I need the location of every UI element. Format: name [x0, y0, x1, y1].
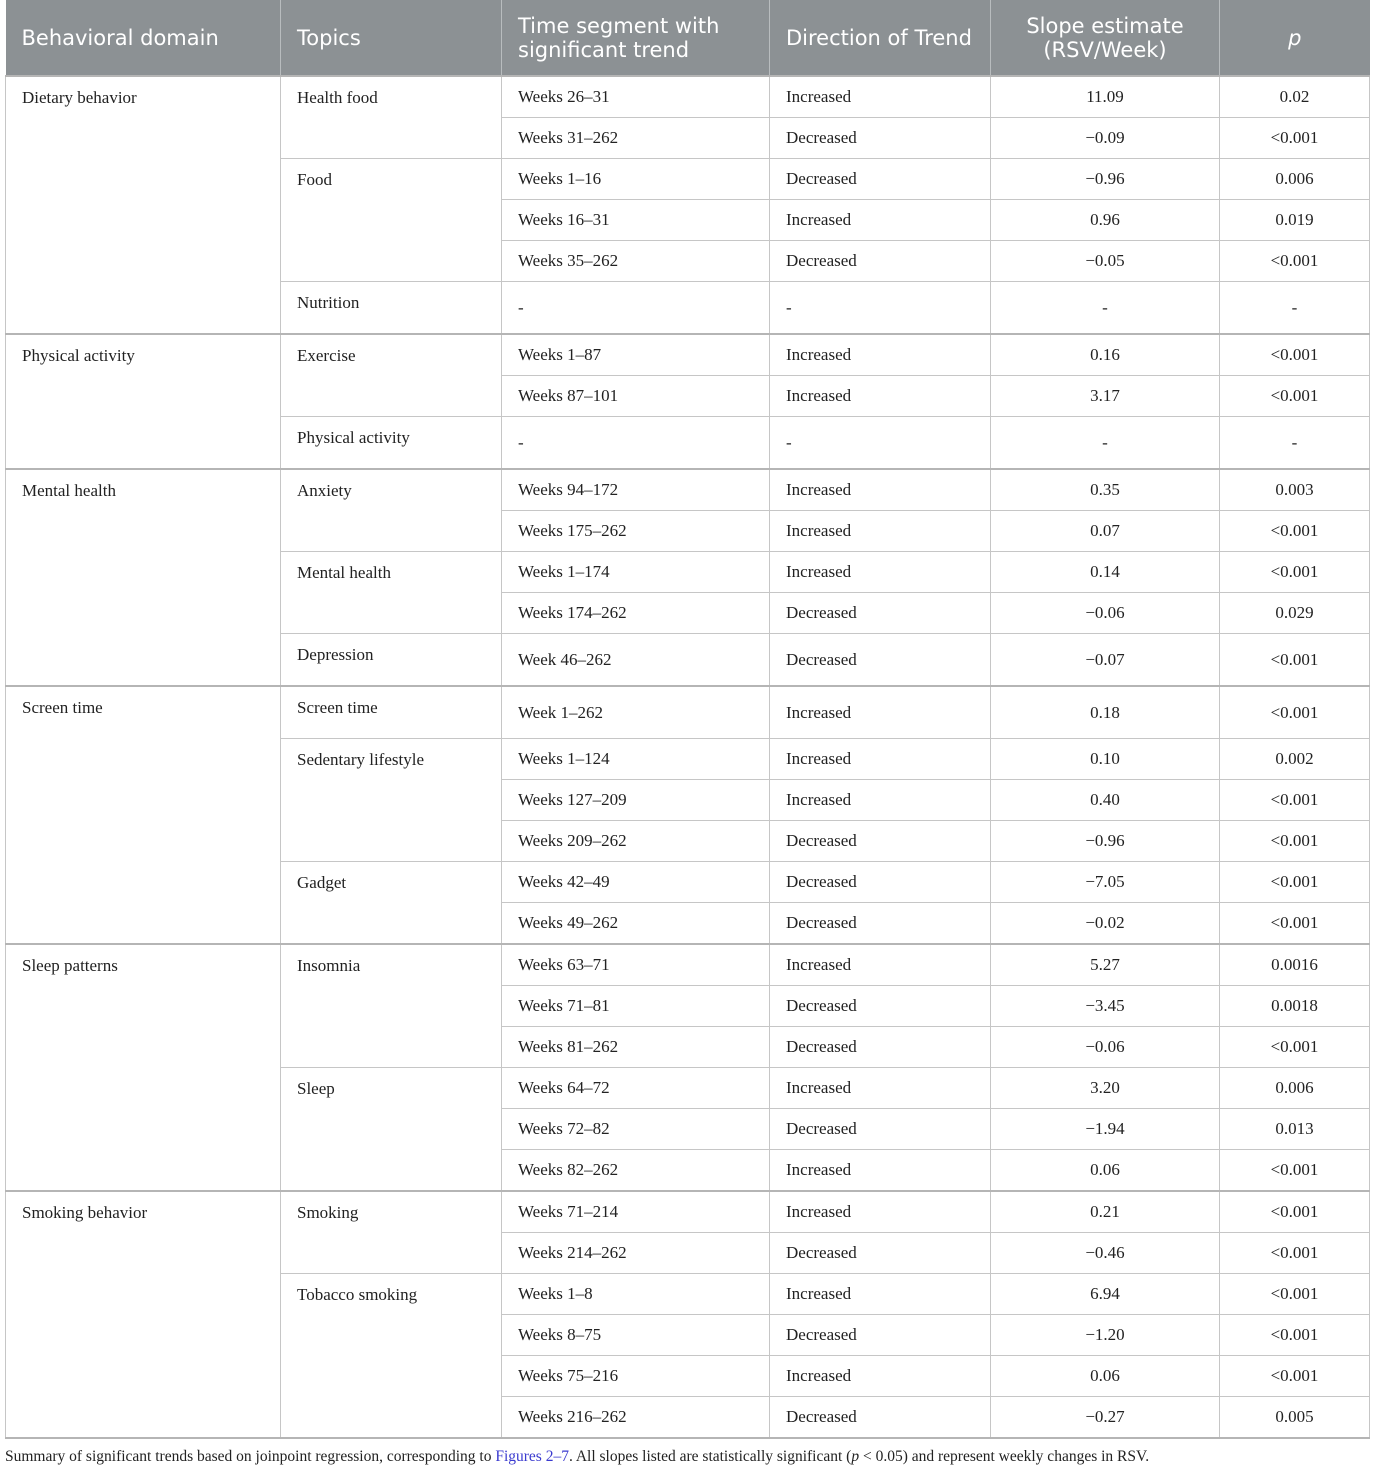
time-segment-cell: Week 1–262 — [502, 686, 770, 739]
slope-cell: −0.06 — [991, 593, 1220, 634]
slope-cell: 0.06 — [991, 1356, 1220, 1397]
slope-cell: −1.94 — [991, 1109, 1220, 1150]
p-value-cell: 0.013 — [1220, 1109, 1370, 1150]
time-segment-cell: Weeks 1–174 — [502, 552, 770, 593]
p-value-cell: <0.001 — [1220, 241, 1370, 282]
time-segment-cell: Weeks 81–262 — [502, 1027, 770, 1068]
slope-cell: −0.05 — [991, 241, 1220, 282]
p-value-cell: <0.001 — [1220, 862, 1370, 903]
direction-cell: Decreased — [770, 1315, 991, 1356]
direction-cell: Increased — [770, 1274, 991, 1315]
topic-cell: Gadget — [281, 862, 502, 945]
topic-cell: Sleep — [281, 1068, 502, 1192]
direction-cell: Increased — [770, 1191, 991, 1233]
direction-cell: Decreased — [770, 1027, 991, 1068]
results-table-container — [5, 0, 1369, 1467]
topic-cell: Nutrition — [281, 282, 502, 335]
direction-cell: Increased — [770, 76, 991, 118]
header-row — [6, 0, 1370, 76]
header-direction: Direction of Trend — [770, 0, 991, 76]
time-segment-cell: Weeks 35–262 — [502, 241, 770, 282]
slope-cell: −0.96 — [991, 821, 1220, 862]
direction-cell: Increased — [770, 511, 991, 552]
direction-cell: - — [770, 417, 991, 470]
time-segment-cell: Weeks 175–262 — [502, 511, 770, 552]
time-segment-cell: Weeks 31–262 — [502, 118, 770, 159]
slope-cell: −0.02 — [991, 903, 1220, 945]
domain-cell: Mental health — [6, 469, 281, 686]
p-value-cell: <0.001 — [1220, 634, 1370, 687]
p-value-cell: <0.001 — [1220, 780, 1370, 821]
slope-cell: −0.96 — [991, 159, 1220, 200]
domain-cell: Sleep patterns — [6, 944, 281, 1191]
p-value-cell: 0.0016 — [1220, 944, 1370, 986]
slope-cell: 11.09 — [991, 76, 1220, 118]
caption-text: . All slopes listed are statistically significant ( — [568, 1448, 852, 1465]
p-value-cell: 0.029 — [1220, 593, 1370, 634]
p-value-cell: 0.0018 — [1220, 986, 1370, 1027]
p-value-cell: 0.002 — [1220, 739, 1370, 780]
time-segment-cell: Weeks 8–75 — [502, 1315, 770, 1356]
slope-cell: −0.07 — [991, 634, 1220, 687]
p-value-cell: 0.02 — [1220, 76, 1370, 118]
slope-cell: −1.20 — [991, 1315, 1220, 1356]
direction-cell: Decreased — [770, 118, 991, 159]
domain-cell: Dietary behavior — [6, 76, 281, 334]
topic-cell: Physical activity — [281, 417, 502, 470]
direction-cell: Decreased — [770, 862, 991, 903]
topic-cell: Smoking — [281, 1191, 502, 1274]
time-segment-cell: Weeks 26–31 — [502, 76, 770, 118]
p-value-cell: <0.001 — [1220, 376, 1370, 417]
table-row — [6, 1191, 1370, 1233]
time-segment-cell: Week 46–262 — [502, 634, 770, 687]
p-value-cell: <0.001 — [1220, 1233, 1370, 1274]
direction-cell: Increased — [770, 1356, 991, 1397]
direction-cell: Decreased — [770, 821, 991, 862]
direction-cell: Increased — [770, 1150, 991, 1192]
slope-cell: −7.05 — [991, 862, 1220, 903]
table-row — [6, 469, 1370, 511]
p-value-cell: <0.001 — [1220, 1191, 1370, 1233]
time-segment-cell: Weeks 1–8 — [502, 1274, 770, 1315]
p-value-cell: <0.001 — [1220, 686, 1370, 739]
time-segment-cell: Weeks 75–216 — [502, 1356, 770, 1397]
p-value-cell: <0.001 — [1220, 511, 1370, 552]
slope-cell: −0.46 — [991, 1233, 1220, 1274]
slope-cell: 6.94 — [991, 1274, 1220, 1315]
slope-cell: −0.27 — [991, 1397, 1220, 1439]
topic-cell: Tobacco smoking — [281, 1274, 502, 1439]
p-value-cell: <0.001 — [1220, 334, 1370, 376]
header-time-segment: Time segment with significant trend — [502, 0, 770, 76]
slope-cell: - — [991, 282, 1220, 335]
slope-cell: - — [991, 417, 1220, 470]
direction-cell: Decreased — [770, 634, 991, 687]
direction-cell: Increased — [770, 780, 991, 821]
p-value-cell: <0.001 — [1220, 1356, 1370, 1397]
direction-cell: - — [770, 282, 991, 335]
slope-cell: −3.45 — [991, 986, 1220, 1027]
caption-p: p — [851, 1448, 860, 1465]
time-segment-cell: Weeks 82–262 — [502, 1150, 770, 1192]
direction-cell: Increased — [770, 469, 991, 511]
p-value-cell: - — [1220, 282, 1370, 335]
time-segment-cell: - — [502, 282, 770, 335]
table-row — [6, 944, 1370, 986]
p-value-cell: <0.001 — [1220, 118, 1370, 159]
table-row — [6, 334, 1370, 376]
topic-cell: Anxiety — [281, 469, 502, 552]
header-slope: Slope estimate (RSV/Week) — [991, 0, 1220, 76]
time-segment-cell: Weeks 49–262 — [502, 903, 770, 945]
p-value-cell: 0.003 — [1220, 469, 1370, 511]
table-caption — [5, 1447, 1369, 1467]
topic-cell: Food — [281, 159, 502, 282]
slope-cell: 0.16 — [991, 334, 1220, 376]
time-segment-cell: Weeks 71–214 — [502, 1191, 770, 1233]
time-segment-cell: Weeks 87–101 — [502, 376, 770, 417]
p-value-cell: 0.006 — [1220, 1068, 1370, 1109]
table-row — [6, 76, 1370, 118]
trend-summary-table — [5, 0, 1370, 1439]
time-segment-cell: Weeks 1–16 — [502, 159, 770, 200]
p-value-cell: - — [1220, 417, 1370, 470]
topic-cell: Mental health — [281, 552, 502, 634]
slope-cell: 3.20 — [991, 1068, 1220, 1109]
direction-cell: Increased — [770, 739, 991, 780]
domain-cell: Physical activity — [6, 334, 281, 469]
topic-cell: Sedentary lifestyle — [281, 739, 502, 862]
direction-cell: Increased — [770, 552, 991, 593]
direction-cell: Increased — [770, 944, 991, 986]
time-segment-cell: Weeks 216–262 — [502, 1397, 770, 1439]
slope-cell: 0.07 — [991, 511, 1220, 552]
caption-text: Summary of significant trends based on joinpoint regression, corresponding to — [5, 1448, 496, 1465]
slope-cell: 0.35 — [991, 469, 1220, 511]
time-segment-cell: Weeks 1–87 — [502, 334, 770, 376]
direction-cell: Increased — [770, 1068, 991, 1109]
direction-cell: Decreased — [770, 1109, 991, 1150]
time-segment-cell: Weeks 42–49 — [502, 862, 770, 903]
slope-cell: 0.40 — [991, 780, 1220, 821]
topic-cell: Depression — [281, 634, 502, 687]
time-segment-cell: Weeks 174–262 — [502, 593, 770, 634]
p-value-cell: <0.001 — [1220, 1027, 1370, 1068]
direction-cell: Increased — [770, 376, 991, 417]
time-segment-cell: Weeks 127–209 — [502, 780, 770, 821]
slope-cell: 0.96 — [991, 200, 1220, 241]
direction-cell: Decreased — [770, 1397, 991, 1439]
time-segment-cell: Weeks 72–82 — [502, 1109, 770, 1150]
p-value-cell: 0.005 — [1220, 1397, 1370, 1439]
direction-cell: Decreased — [770, 1233, 991, 1274]
p-value-cell: <0.001 — [1220, 552, 1370, 593]
p-value-cell: <0.001 — [1220, 903, 1370, 945]
p-value-cell: 0.019 — [1220, 200, 1370, 241]
header-topics: Topics — [281, 0, 502, 76]
topic-cell: Insomnia — [281, 944, 502, 1068]
slope-cell: 0.06 — [991, 1150, 1220, 1192]
table-body — [6, 76, 1370, 1438]
direction-cell: Decreased — [770, 159, 991, 200]
slope-cell: 3.17 — [991, 376, 1220, 417]
time-segment-cell: Weeks 1–124 — [502, 739, 770, 780]
time-segment-cell: Weeks 71–81 — [502, 986, 770, 1027]
direction-cell: Decreased — [770, 241, 991, 282]
time-segment-cell: Weeks 16–31 — [502, 200, 770, 241]
caption-text: < 0.05) and represent weekly changes in RSV. — [859, 1448, 1150, 1465]
direction-cell: Decreased — [770, 903, 991, 945]
direction-cell: Decreased — [770, 593, 991, 634]
slope-cell: 0.10 — [991, 739, 1220, 780]
time-segment-cell: - — [502, 417, 770, 470]
time-segment-cell: Weeks 94–172 — [502, 469, 770, 511]
slope-cell: 0.14 — [991, 552, 1220, 593]
direction-cell: Decreased — [770, 986, 991, 1027]
p-value-cell: <0.001 — [1220, 1150, 1370, 1192]
domain-cell: Smoking behavior — [6, 1191, 281, 1438]
p-value-cell: <0.001 — [1220, 1315, 1370, 1356]
header-domain: Behavioral domain — [6, 0, 281, 76]
header-p: p — [1220, 0, 1370, 76]
direction-cell: Increased — [770, 686, 991, 739]
table-row — [6, 686, 1370, 739]
slope-cell: −0.06 — [991, 1027, 1220, 1068]
topic-cell: Health food — [281, 76, 502, 159]
slope-cell: 0.21 — [991, 1191, 1220, 1233]
slope-cell: 5.27 — [991, 944, 1220, 986]
p-value-cell: <0.001 — [1220, 1274, 1370, 1315]
time-segment-cell: Weeks 64–72 — [502, 1068, 770, 1109]
time-segment-cell: Weeks 63–71 — [502, 944, 770, 986]
topic-cell: Exercise — [281, 334, 502, 417]
slope-cell: −0.09 — [991, 118, 1220, 159]
figures-link[interactable]: Figures 2–7 — [495, 1448, 569, 1465]
p-value-cell: 0.006 — [1220, 159, 1370, 200]
domain-cell: Screen time — [6, 686, 281, 944]
time-segment-cell: Weeks 209–262 — [502, 821, 770, 862]
time-segment-cell: Weeks 214–262 — [502, 1233, 770, 1274]
direction-cell: Increased — [770, 334, 991, 376]
p-value-cell: <0.001 — [1220, 821, 1370, 862]
topic-cell: Screen time — [281, 686, 502, 739]
direction-cell: Increased — [770, 200, 991, 241]
slope-cell: 0.18 — [991, 686, 1220, 739]
